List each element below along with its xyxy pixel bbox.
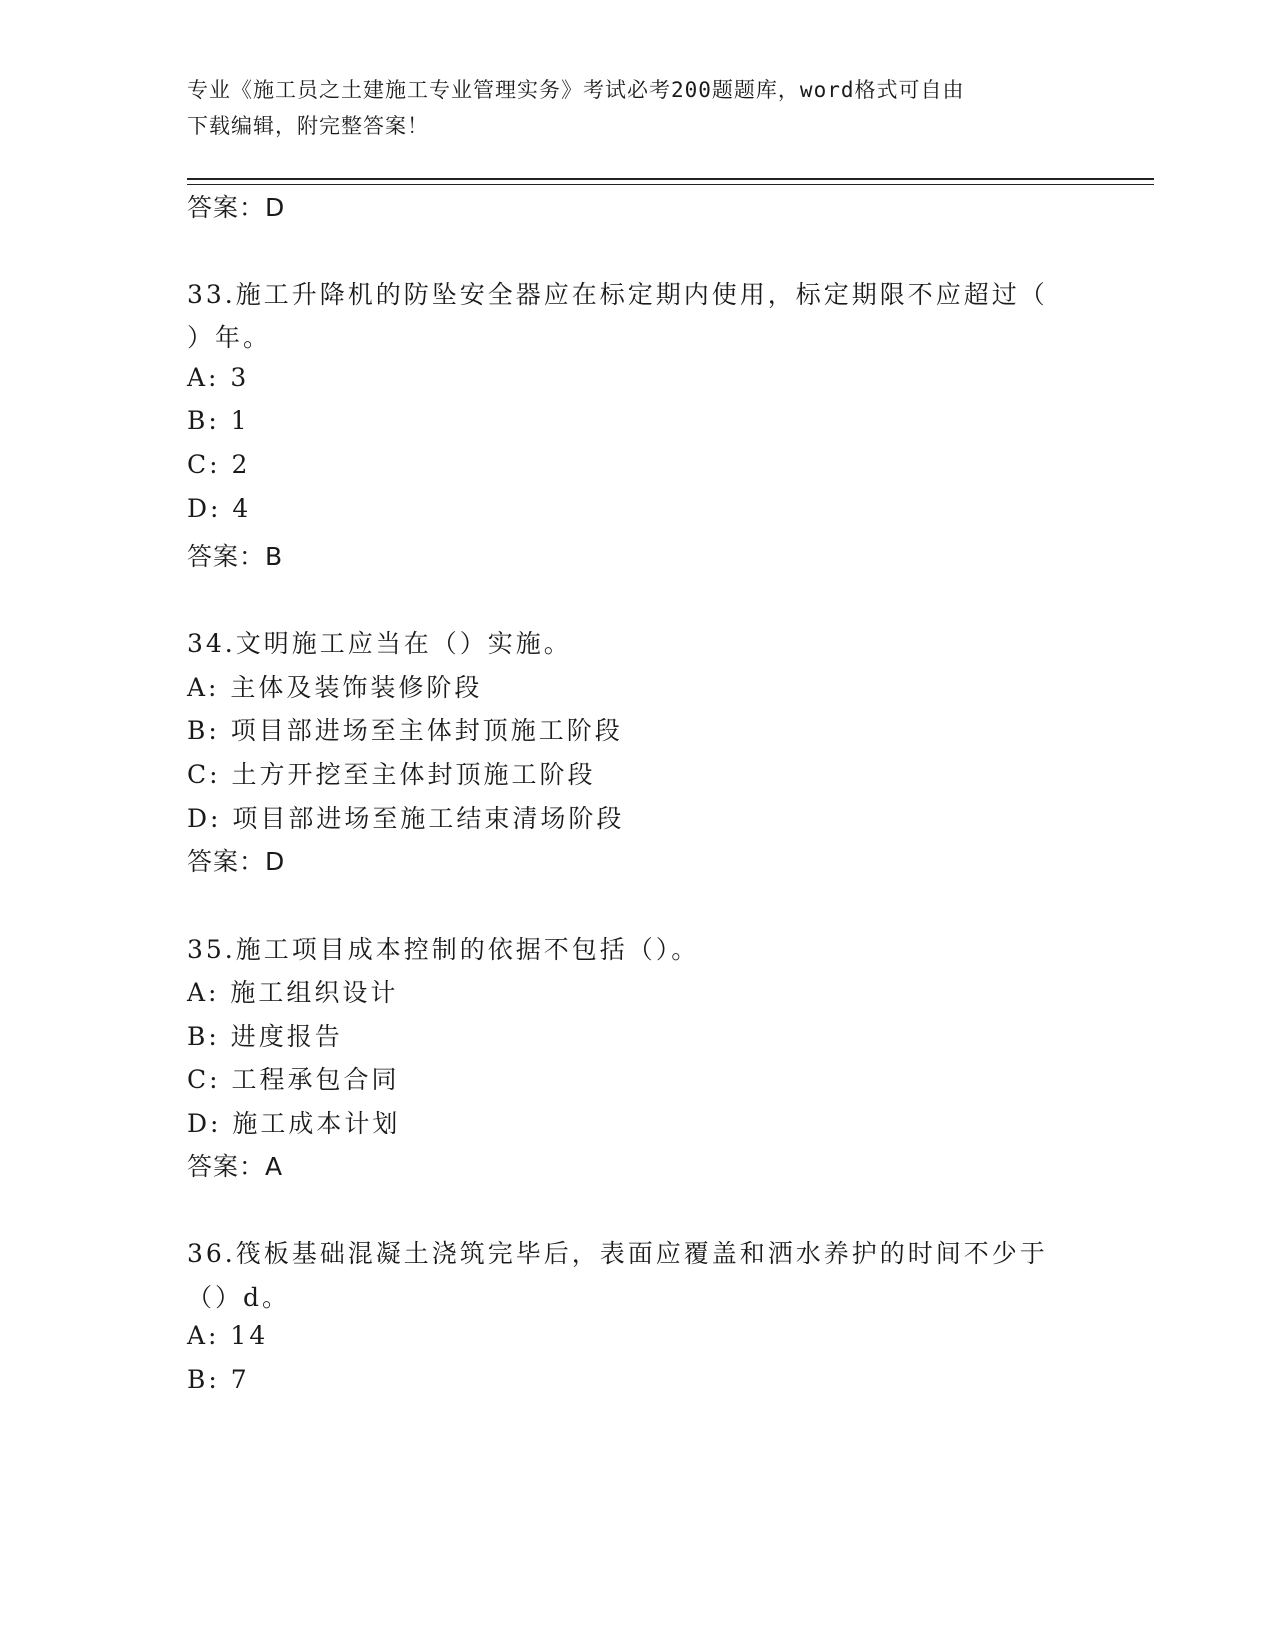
question-33-option-d: D: 4 <box>187 494 252 523</box>
question-33-answer: 答案：B <box>187 542 284 571</box>
question-35-option-d: D: 施工成本计划 <box>187 1109 401 1138</box>
question-36-stem-line-1: 36.筏板基础混凝土浇筑完毕后，表面应覆盖和洒水养护的时间不少于 <box>187 1239 1048 1268</box>
question-35-option-b: B: 进度报告 <box>187 1022 343 1051</box>
question-35-answer: 答案：A <box>187 1152 284 1181</box>
question-34-answer: 答案：D <box>187 847 286 876</box>
question-33-stem-line-2: ）年。 <box>187 323 272 352</box>
header-divider-thin <box>187 184 1154 185</box>
question-34-option-c: C: 土方开挖至主体封顶施工阶段 <box>187 760 596 789</box>
question-36-stem-line-2: （）d。 <box>187 1283 291 1312</box>
question-34-option-b: B: 项目部进场至主体封顶施工阶段 <box>187 716 623 745</box>
question-33-option-b: B: 1 <box>187 406 250 435</box>
question-33-stem-line-1: 33.施工升降机的防坠安全器应在标定期内使用，标定期限不应超过（ <box>187 280 1048 309</box>
previous-answer: 答案：D <box>187 193 286 222</box>
header-line-1: 专业《施工员之土建施工专业管理实务》考试必考200题题库，word格式可自由 <box>187 78 965 102</box>
question-33-option-a: A: 3 <box>187 363 250 392</box>
document-header <box>187 72 1087 144</box>
question-34-stem: 34.文明施工应当在（）实施。 <box>187 629 572 658</box>
question-35-stem: 35.施工项目成本控制的依据不包括（）。 <box>187 935 700 964</box>
question-36-option-b: B: 7 <box>187 1365 250 1394</box>
question-35-option-c: C: 工程承包合同 <box>187 1065 400 1094</box>
question-35-option-a: A: 施工组织设计 <box>187 978 399 1007</box>
question-33-option-c: C: 2 <box>187 450 251 479</box>
header-line-2: 下载编辑，附完整答案！ <box>187 114 429 138</box>
question-34-option-d: D: 项目部进场至施工结束清场阶段 <box>187 804 625 833</box>
question-36-option-a: A: 14 <box>187 1321 269 1350</box>
question-34-option-a: A: 主体及装饰装修阶段 <box>187 673 483 702</box>
header-divider <box>187 178 1154 180</box>
